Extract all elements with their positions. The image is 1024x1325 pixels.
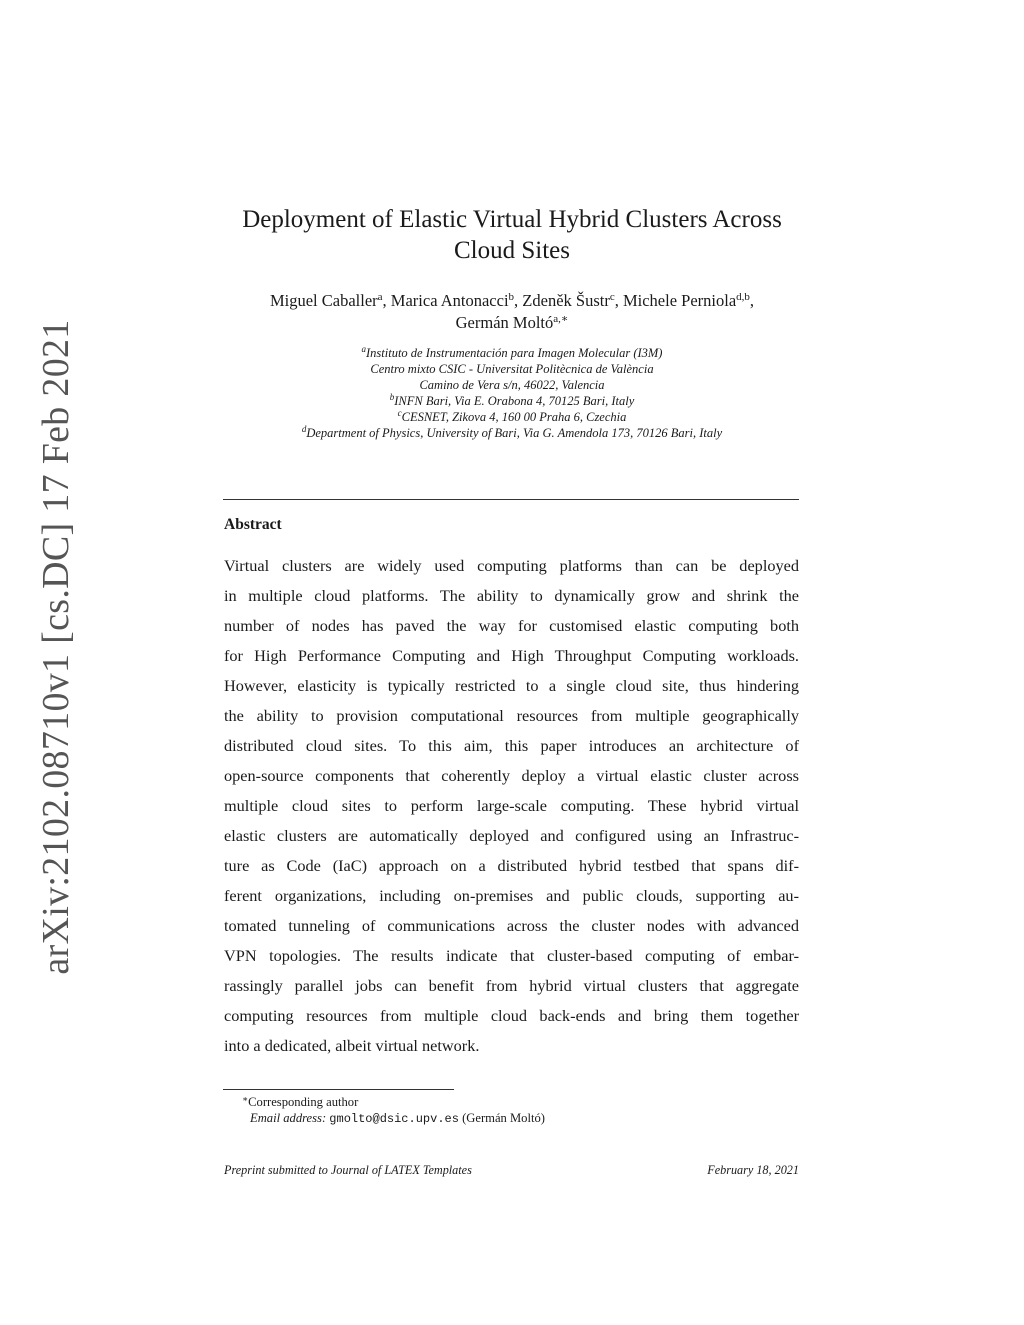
- abstract-line: number of nodes has paved the way for customised elastic computing both: [224, 616, 799, 635]
- footnote: [242, 1094, 545, 1127]
- author-separator: ,: [749, 291, 755, 310]
- author-separator: ,: [382, 291, 391, 310]
- abstract-heading: Abstract: [224, 516, 282, 533]
- affiliation-mark: d: [301, 423, 307, 434]
- author-affil-mark: b: [508, 291, 515, 303]
- footnote-rule: [223, 1089, 454, 1090]
- preprint-note: Preprint submitted to Journal of LATEX Templates: [224, 1163, 472, 1177]
- title-line: Cloud Sites: [454, 237, 570, 264]
- abstract-line: the ability to provision computational resources from multiple geographically: [224, 706, 799, 725]
- arxiv-side-stamp: arXiv:2102.08710v1 [cs.DC] 17 Feb 2021: [35, 319, 77, 975]
- preprint-date: February 18, 2021: [707, 1163, 799, 1177]
- affiliation-mark: c: [397, 407, 402, 418]
- affiliation-line: [200, 346, 824, 362]
- email-note: [242, 1110, 545, 1127]
- abstract-line: for High Performance Computing and High Throughput Computing workloads.: [224, 646, 799, 665]
- abstract-line: Virtual clusters are widely used computing platforms than can be deployed: [224, 556, 799, 575]
- paper-title: [200, 204, 824, 266]
- author-affil-mark: a,∗: [553, 313, 569, 325]
- corresponding-author-label: Corresponding author: [248, 1095, 359, 1109]
- affiliation-list: [200, 346, 824, 441]
- abstract-line: VPN topologies. The results indicate that cluster-based computing of embar-: [224, 946, 799, 965]
- abstract-line: elastic clusters are automatically deployed and configured using an Infrastruc-: [224, 826, 799, 845]
- abstract-line: in multiple cloud platforms. The ability to dynamically grow and shrink the: [224, 586, 799, 605]
- author-affil-mark: c: [609, 291, 615, 303]
- affiliation-line: [200, 378, 824, 394]
- footnote-marker: ∗: [242, 1094, 249, 1104]
- abstract-line: open-source components that coherently deploy a virtual elastic cluster across: [224, 766, 799, 785]
- abstract-line: multiple cloud sites to perform large-scale computing. These hybrid virtual: [224, 796, 799, 815]
- author-name: Miguel Caballer: [269, 291, 378, 310]
- author-name: Zdeněk Šustr: [522, 291, 610, 310]
- author-line-1: [200, 290, 824, 312]
- abstract-line: ture as Code (IaC) approach on a distributed hybrid testbed that spans dif-: [224, 856, 799, 875]
- affiliation-line: [200, 423, 824, 442]
- affiliation-line: [200, 391, 824, 410]
- author-separator: ,: [514, 291, 523, 310]
- abstract-line: into a dedicated, albeit virtual network.: [224, 1036, 480, 1055]
- corresponding-author-note: [242, 1094, 545, 1110]
- title-line: Deployment of Elastic Virtual Hybrid Clusters Across: [242, 206, 782, 233]
- author-affil-mark: a: [377, 291, 383, 303]
- author-name: Germán Moltó: [455, 313, 554, 332]
- abstract-top-rule: [223, 499, 799, 500]
- affiliation-text: Centro mixto CSIC - Universitat Politècnica de València: [370, 361, 654, 376]
- abstract-line: rassingly parallel jobs can benefit from hybrid virtual clusters that aggregate: [224, 976, 799, 995]
- author-line-2: [200, 312, 824, 334]
- affiliation-text: INFN Bari, Via E. Orabona 4, 70125 Bari, Italy: [394, 393, 635, 408]
- abstract-line: computing resources from multiple cloud back-ends and bring them together: [224, 1006, 799, 1025]
- abstract-body: [224, 551, 799, 1061]
- affiliation-text: Department of Physics, University of Bari, Via G. Amendola 173, 70126 Bari, Italy: [306, 425, 723, 440]
- affiliation-text: Camino de Vera s/n, 46022, Valencia: [419, 377, 605, 392]
- author-separator: ,: [614, 291, 623, 310]
- email-owner: (Germán Moltó): [462, 1111, 545, 1125]
- affiliation-line: [200, 407, 824, 426]
- author-affil-mark: d,b: [736, 291, 750, 303]
- author-list: [200, 290, 824, 334]
- affiliation-text: Instituto de Instrumentación para Imagen Molecular (I3M): [366, 346, 663, 360]
- author-name: Michele Perniola: [622, 291, 737, 310]
- abstract-line: tomated tunneling of communications across the cluster nodes with advanced: [224, 916, 799, 935]
- email-address: gmolto@dsic.upv.es: [329, 1112, 459, 1126]
- affiliation-line: [200, 362, 824, 378]
- affiliation-mark: a: [361, 344, 366, 354]
- abstract-line: However, elasticity is typically restricted to a single cloud site, thus hindering: [224, 676, 799, 695]
- abstract-line: distributed cloud sites. To this aim, this paper introduces an architecture of: [224, 736, 799, 755]
- affiliation-text: CESNET, Zikova 4, 160 00 Praha 6, Czechia: [401, 409, 627, 424]
- email-label: Email address:: [250, 1111, 327, 1125]
- author-name: Marica Antonacci: [390, 291, 509, 310]
- affiliation-mark: b: [389, 391, 395, 402]
- abstract-line: ferent organizations, including on-premises and public clouds, supporting au-: [224, 886, 799, 905]
